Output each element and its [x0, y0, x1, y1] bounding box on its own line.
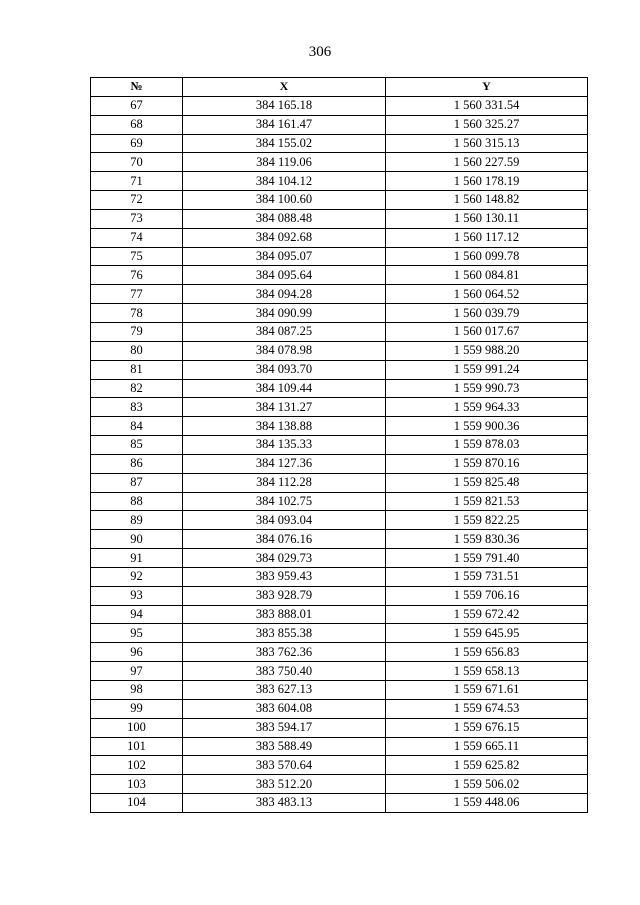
- table-row: [91, 379, 588, 398]
- header-number: №: [91, 78, 183, 97]
- cell-x: 383 959.43: [183, 567, 386, 586]
- cell-x: 384 078.98: [183, 341, 386, 360]
- cell-x: 383 594.17: [183, 718, 386, 737]
- cell-number: 95: [91, 624, 183, 643]
- table-body: [91, 96, 588, 812]
- cell-x: 384 095.64: [183, 266, 386, 285]
- table-row: [91, 96, 588, 115]
- cell-y: 1 559 825.48: [386, 473, 588, 492]
- table-header-row: [91, 78, 588, 97]
- cell-y: 1 559 731.51: [386, 567, 588, 586]
- table-row: [91, 266, 588, 285]
- cell-number: 92: [91, 567, 183, 586]
- cell-x: 384 095.07: [183, 247, 386, 266]
- cell-y: 1 559 658.13: [386, 662, 588, 681]
- cell-number: 103: [91, 775, 183, 794]
- cell-y: 1 559 990.73: [386, 379, 588, 398]
- cell-number: 102: [91, 756, 183, 775]
- cell-y: 1 560 178.19: [386, 172, 588, 191]
- cell-y: 1 559 676.15: [386, 718, 588, 737]
- cell-y: 1 559 900.36: [386, 417, 588, 436]
- cell-number: 89: [91, 511, 183, 530]
- cell-number: 104: [91, 794, 183, 813]
- cell-x: 384 119.06: [183, 153, 386, 172]
- cell-y: 1 560 117.12: [386, 228, 588, 247]
- cell-y: 1 560 130.11: [386, 209, 588, 228]
- cell-y: 1 559 830.36: [386, 530, 588, 549]
- cell-x: 384 076.16: [183, 530, 386, 549]
- page-number: 306: [308, 44, 332, 60]
- cell-number: 81: [91, 360, 183, 379]
- table-row: [91, 511, 588, 530]
- cell-y: 1 560 148.82: [386, 191, 588, 210]
- cell-y: 1 559 674.53: [386, 699, 588, 718]
- table-row: [91, 586, 588, 605]
- cell-number: 72: [91, 191, 183, 210]
- cell-x: 384 131.27: [183, 398, 386, 417]
- table-row: [91, 756, 588, 775]
- cell-x: 384 161.47: [183, 115, 386, 134]
- cell-y: 1 559 665.11: [386, 737, 588, 756]
- cell-number: 73: [91, 209, 183, 228]
- cell-y: 1 559 964.33: [386, 398, 588, 417]
- table-row: [91, 115, 588, 134]
- table-row: [91, 718, 588, 737]
- table-row: [91, 153, 588, 172]
- cell-x: 384 135.33: [183, 436, 386, 455]
- cell-x: 384 100.60: [183, 191, 386, 210]
- cell-x: 384 155.02: [183, 134, 386, 153]
- cell-number: 83: [91, 398, 183, 417]
- table-row: [91, 304, 588, 323]
- cell-number: 76: [91, 266, 183, 285]
- cell-x: 384 102.75: [183, 492, 386, 511]
- cell-number: 90: [91, 530, 183, 549]
- cell-x: 383 750.40: [183, 662, 386, 681]
- table-row: [91, 662, 588, 681]
- cell-x: 384 087.25: [183, 322, 386, 341]
- header-y: Y: [386, 78, 588, 97]
- cell-x: 383 855.38: [183, 624, 386, 643]
- cell-y: 1 559 706.16: [386, 586, 588, 605]
- cell-number: 77: [91, 285, 183, 304]
- cell-number: 69: [91, 134, 183, 153]
- table-row: [91, 624, 588, 643]
- table-row: [91, 247, 588, 266]
- cell-y: 1 560 084.81: [386, 266, 588, 285]
- cell-number: 100: [91, 718, 183, 737]
- cell-y: 1 559 645.95: [386, 624, 588, 643]
- cell-y: 1 559 821.53: [386, 492, 588, 511]
- cell-y: 1 560 064.52: [386, 285, 588, 304]
- table-row: [91, 737, 588, 756]
- cell-number: 96: [91, 643, 183, 662]
- cell-number: 71: [91, 172, 183, 191]
- cell-x: 383 762.36: [183, 643, 386, 662]
- cell-y: 1 559 656.83: [386, 643, 588, 662]
- table-row: [91, 775, 588, 794]
- cell-number: 98: [91, 681, 183, 700]
- table-row: [91, 643, 588, 662]
- table-row: [91, 134, 588, 153]
- cell-number: 70: [91, 153, 183, 172]
- cell-x: 384 127.36: [183, 454, 386, 473]
- cell-number: 84: [91, 417, 183, 436]
- table-row: [91, 549, 588, 568]
- table-row: [91, 605, 588, 624]
- table-row: [91, 191, 588, 210]
- cell-x: 383 888.01: [183, 605, 386, 624]
- cell-x: 383 512.20: [183, 775, 386, 794]
- cell-y: 1 560 325.27: [386, 115, 588, 134]
- cell-x: 383 570.64: [183, 756, 386, 775]
- cell-x: 383 928.79: [183, 586, 386, 605]
- table-row: [91, 530, 588, 549]
- cell-number: 87: [91, 473, 183, 492]
- cell-x: 383 627.13: [183, 681, 386, 700]
- cell-y: 1 559 991.24: [386, 360, 588, 379]
- cell-y: 1 559 448.06: [386, 794, 588, 813]
- cell-y: 1 559 870.16: [386, 454, 588, 473]
- table-row: [91, 681, 588, 700]
- cell-number: 78: [91, 304, 183, 323]
- table-row: [91, 172, 588, 191]
- cell-x: 384 094.28: [183, 285, 386, 304]
- table-row: [91, 794, 588, 813]
- cell-number: 94: [91, 605, 183, 624]
- cell-x: 383 604.08: [183, 699, 386, 718]
- cell-y: 1 560 017.67: [386, 322, 588, 341]
- cell-x: 384 104.12: [183, 172, 386, 191]
- table-row: [91, 699, 588, 718]
- cell-number: 67: [91, 96, 183, 115]
- cell-x: 384 029.73: [183, 549, 386, 568]
- table-row: [91, 209, 588, 228]
- table-row: [91, 341, 588, 360]
- cell-x: 384 109.44: [183, 379, 386, 398]
- cell-x: 383 483.13: [183, 794, 386, 813]
- cell-number: 97: [91, 662, 183, 681]
- table-row: [91, 473, 588, 492]
- table-row: [91, 285, 588, 304]
- cell-x: 384 165.18: [183, 96, 386, 115]
- table-row: [91, 417, 588, 436]
- cell-number: 88: [91, 492, 183, 511]
- table-row: [91, 322, 588, 341]
- cell-number: 79: [91, 322, 183, 341]
- cell-number: 85: [91, 436, 183, 455]
- cell-x: 383 588.49: [183, 737, 386, 756]
- cell-y: 1 559 822.25: [386, 511, 588, 530]
- cell-y: 1 560 099.78: [386, 247, 588, 266]
- cell-number: 91: [91, 549, 183, 568]
- cell-number: 80: [91, 341, 183, 360]
- table-row: [91, 360, 588, 379]
- cell-x: 384 112.28: [183, 473, 386, 492]
- cell-x: 384 088.48: [183, 209, 386, 228]
- header-x: X: [183, 78, 386, 97]
- cell-number: 82: [91, 379, 183, 398]
- cell-x: 384 138.88: [183, 417, 386, 436]
- table-row: [91, 454, 588, 473]
- cell-y: 1 559 791.40: [386, 549, 588, 568]
- table-row: [91, 436, 588, 455]
- cell-x: 384 093.04: [183, 511, 386, 530]
- cell-y: 1 560 331.54: [386, 96, 588, 115]
- table-row: [91, 398, 588, 417]
- cell-y: 1 560 227.59: [386, 153, 588, 172]
- cell-y: 1 559 625.82: [386, 756, 588, 775]
- cell-number: 101: [91, 737, 183, 756]
- cell-y: 1 559 878.03: [386, 436, 588, 455]
- cell-y: 1 559 671.61: [386, 681, 588, 700]
- cell-number: 86: [91, 454, 183, 473]
- cell-number: 75: [91, 247, 183, 266]
- cell-number: 74: [91, 228, 183, 247]
- cell-number: 68: [91, 115, 183, 134]
- cell-x: 384 093.70: [183, 360, 386, 379]
- cell-x: 384 090.99: [183, 304, 386, 323]
- cell-x: 384 092.68: [183, 228, 386, 247]
- table-row: [91, 228, 588, 247]
- table-row: [91, 492, 588, 511]
- cell-number: 99: [91, 699, 183, 718]
- table-row: [91, 567, 588, 586]
- cell-y: 1 560 315.13: [386, 134, 588, 153]
- coordinates-table: [90, 77, 588, 813]
- cell-y: 1 560 039.79: [386, 304, 588, 323]
- cell-y: 1 559 506.02: [386, 775, 588, 794]
- cell-y: 1 559 988.20: [386, 341, 588, 360]
- cell-number: 93: [91, 586, 183, 605]
- cell-y: 1 559 672.42: [386, 605, 588, 624]
